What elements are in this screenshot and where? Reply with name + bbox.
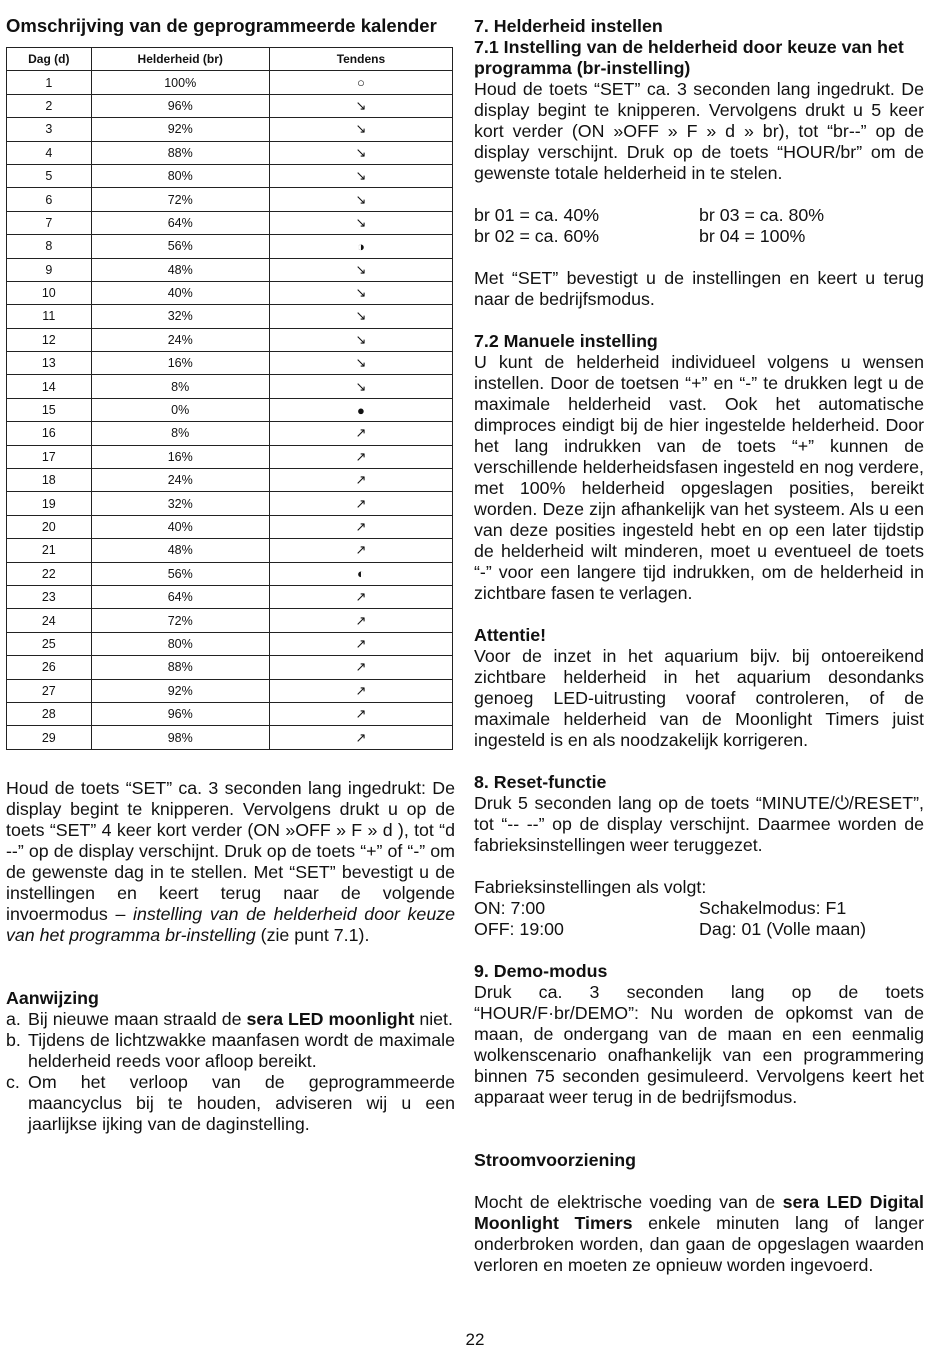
- cell-trend: ↘: [269, 118, 452, 141]
- cell-trend: ◑: [269, 235, 452, 258]
- right-column: [474, 16, 929, 1276]
- table-row: [7, 515, 453, 538]
- cell-brightness: 80%: [91, 164, 269, 187]
- cell-day: 10: [7, 281, 92, 304]
- br-01: br 01 = ca. 40%: [474, 205, 600, 225]
- cell-day: 20: [7, 515, 92, 538]
- section-7-heading: 7. Helderheid instellen: [474, 16, 663, 36]
- table-row: [7, 164, 453, 187]
- cell-day: 8: [7, 235, 92, 258]
- table-row: [7, 305, 453, 328]
- cell-day: 3: [7, 118, 92, 141]
- table-row: [7, 539, 453, 562]
- cell-trend: ↘: [269, 141, 452, 164]
- cell-brightness: 24%: [91, 328, 269, 351]
- day-setting-italic: instelling van de helderheid door keuze van het programma br-instelling: [6, 903, 460, 945]
- table-row: [7, 632, 453, 655]
- list-item: [6, 1009, 455, 1030]
- cell-day: 28: [7, 702, 92, 725]
- cell-brightness: 48%: [91, 258, 269, 281]
- day-setting-paragraph: [6, 777, 460, 946]
- cell-brightness: 72%: [91, 609, 269, 632]
- attention-heading: Attentie!: [474, 625, 547, 645]
- cell-day: 12: [7, 328, 92, 351]
- br-values-grid: [474, 205, 924, 226]
- table-row: [7, 141, 453, 164]
- table-row: [7, 562, 453, 585]
- header-brightness: Helderheid (br): [91, 48, 269, 71]
- table-row: [7, 492, 453, 515]
- note-marker: b.: [6, 1029, 21, 1050]
- cell-brightness: 16%: [91, 445, 269, 468]
- cell-brightness: 92%: [91, 118, 269, 141]
- table-row: [7, 422, 453, 445]
- cell-brightness: 64%: [91, 585, 269, 608]
- section-8-text: Druk 5 seconden lang op de toets “MINUTE/⏻/RESET”, tot “-- --” op de display verschijnt. Daarmee worden de fabrieksinstellingen weer teruggezet.: [474, 793, 929, 855]
- table-row: [7, 235, 453, 258]
- cell-day: 17: [7, 445, 92, 468]
- calendar-title: Omschrijving van de geprogrammeerde kalender: [6, 15, 437, 36]
- table-row: [7, 726, 453, 749]
- table-row: [7, 188, 453, 211]
- page-number: 22: [465, 1330, 485, 1349]
- cell-day: 24: [7, 609, 92, 632]
- note-text: Bij nieuwe maan straald de: [28, 1008, 247, 1029]
- table-row: [7, 375, 453, 398]
- power-text-start: Mocht de elektrische voeding van de: [474, 1192, 783, 1212]
- cell-trend: ↘: [269, 258, 452, 281]
- cell-brightness: 98%: [91, 726, 269, 749]
- attention-text: Voor de inzet in het aquarium bijv. bij ontoereikend zichtbare helderheid in het aquarium desondanks genoeg LED-uitrusting vooraf controleren, of de maximale helderheid van de Moonlight Timers juist ingesteld is en als noodzakelijk korrigeren.: [474, 646, 929, 750]
- section-8-heading: 8. Reset-functie: [474, 772, 607, 792]
- header-day: Dag (d): [7, 48, 92, 71]
- table-row: [7, 585, 453, 608]
- cell-trend: ↘: [269, 328, 452, 351]
- factory-on: ON: 7:00: [474, 898, 546, 918]
- cell-trend: ↘: [269, 281, 452, 304]
- day-setting-ref: (zie punt 7.1).: [255, 924, 370, 945]
- list-item: [6, 1071, 460, 1135]
- cell-trend: ↘: [269, 352, 452, 375]
- table-row: [7, 445, 453, 468]
- table-row: [7, 258, 453, 281]
- section-71-heading: 7.1 Instelling van de helderheid door keuze van het programma (br-instelling): [474, 37, 904, 78]
- factory-grid: [474, 919, 924, 940]
- header-trend: Tendens: [269, 48, 452, 71]
- cell-day: 19: [7, 492, 92, 515]
- section-9-text: Druk ca. 3 seconden lang op de toets “HOUR/F·br/DEMO”: Nu worden de opkomst van de maan, de ondergang van de maan en een eenmalig wolkenscenario onafhankelijk van een programmering binnen 75 seconden gesimuleerd. Vervolgens keert het apparaat weer terug in de bedrijfsmodus.: [474, 982, 929, 1107]
- cell-day: 13: [7, 352, 92, 375]
- table-row: [7, 211, 453, 234]
- cell-day: 14: [7, 375, 92, 398]
- cell-trend: ↗: [269, 422, 452, 445]
- factory-grid: [474, 898, 924, 919]
- cell-trend: ●: [269, 398, 452, 421]
- table-row: [7, 71, 453, 94]
- cell-day: 22: [7, 562, 92, 585]
- power-text-end: enkele minuten lang of langer onderbroken worden, dan gaan de opgeslagen waarden verloren en moeten ze opnieuw worden ingevoerd.: [474, 1213, 929, 1275]
- section-72-heading: 7.2 Manuele instelling: [474, 331, 658, 351]
- cell-trend: ↘: [269, 188, 452, 211]
- list-item: [6, 1029, 460, 1072]
- cell-trend: ○: [269, 71, 452, 94]
- table-row: [7, 679, 453, 702]
- cell-day: 23: [7, 585, 92, 608]
- cell-brightness: 56%: [91, 235, 269, 258]
- table-row: [7, 352, 453, 375]
- br-values-grid: [474, 226, 924, 247]
- cell-trend: ↗: [269, 469, 452, 492]
- table-row: [7, 702, 453, 725]
- calendar-table-body: [7, 71, 453, 749]
- cell-day: 6: [7, 188, 92, 211]
- cell-brightness: 8%: [91, 422, 269, 445]
- section-9-heading: 9. Demo-modus: [474, 961, 608, 981]
- note-text: Tijdens de lichtzwakke maanfasen wordt de maximale helderheid reeds voor afloop bereikt.: [28, 1029, 460, 1071]
- cell-brightness: 80%: [91, 632, 269, 655]
- cell-day: 27: [7, 679, 92, 702]
- cell-trend: ↘: [269, 305, 452, 328]
- note-list: [6, 1008, 460, 1135]
- factory-intro: Fabrieksinstellingen als volgt:: [474, 877, 707, 897]
- cell-brightness: 88%: [91, 656, 269, 679]
- cell-brightness: 40%: [91, 515, 269, 538]
- cell-day: 1: [7, 71, 92, 94]
- cell-brightness: 100%: [91, 71, 269, 94]
- note-text: Om het verloop van de geprogrammeerde maancyclus bij te houden, adviseren wij u een jaarlijkse ijking van de daginstelling.: [28, 1071, 460, 1134]
- cell-trend: ↗: [269, 702, 452, 725]
- note-heading: Aanwijzing: [6, 987, 99, 1008]
- note-bold: sera LED moonlight: [246, 1008, 415, 1029]
- factory-day: Dag: 01 (Volle maan): [699, 919, 867, 939]
- table-row: [7, 656, 453, 679]
- cell-day: 2: [7, 94, 92, 117]
- cell-trend: ↗: [269, 726, 452, 749]
- cell-trend: ↗: [269, 539, 452, 562]
- table-row: [7, 94, 453, 117]
- table-row: [7, 118, 453, 141]
- cell-trend: ↗: [269, 632, 452, 655]
- left-column: [6, 14, 460, 1135]
- note-marker: c.: [6, 1071, 20, 1092]
- cell-brightness: 92%: [91, 679, 269, 702]
- factory-off: OFF: 19:00: [474, 919, 564, 939]
- cell-day: 11: [7, 305, 92, 328]
- table-row: [7, 469, 453, 492]
- note-marker: a.: [6, 1008, 21, 1029]
- power-bold: sera LED Digital Moonlight Timers: [474, 1192, 929, 1233]
- cell-trend: ↘: [269, 211, 452, 234]
- power-heading: Stroomvoorziening: [474, 1150, 637, 1170]
- cell-day: 7: [7, 211, 92, 234]
- cell-brightness: 64%: [91, 211, 269, 234]
- cell-trend: ↘: [269, 164, 452, 187]
- cell-trend: ↗: [269, 492, 452, 515]
- cell-day: 29: [7, 726, 92, 749]
- cell-brightness: 88%: [91, 141, 269, 164]
- table-row: [7, 609, 453, 632]
- note-text-end: niet.: [414, 1008, 453, 1029]
- table-row: [7, 328, 453, 351]
- section-72-text: U kunt de helderheid individueel volgens u wensen instellen. Door de toetsen “+” en “-” te drukken legt u de maximale helderheid vast. Ook het automatische dimproces eindigt bij de hier ingestelde helderheid. Door het lang indrukken van de toets “+” kunnen de verschillende helderheidsfasen ingesteld en nog verdere, met 100% helderheid opgeslagen posities, bereikt worden. Deze zijn afhankelijk van het systeem. Als u een van deze posities ingesteld hebt en op een later tijdstip de helderheid wilt minderen, moet u eventueel de toets “-” voor een langere tijd indrukken, om de helderheid in zichtbare fasen te verlagen.: [474, 352, 929, 603]
- cell-brightness: 0%: [91, 398, 269, 421]
- cell-day: 18: [7, 469, 92, 492]
- table-row: [7, 281, 453, 304]
- cell-brightness: 72%: [91, 188, 269, 211]
- factory-mode: Schakelmodus: F1: [699, 898, 847, 918]
- cell-day: 15: [7, 398, 92, 421]
- br-04: br 04 = 100%: [699, 226, 806, 246]
- cell-brightness: 16%: [91, 352, 269, 375]
- cell-brightness: 40%: [91, 281, 269, 304]
- cell-brightness: 96%: [91, 94, 269, 117]
- br-03: br 03 = ca. 80%: [699, 205, 825, 225]
- cell-trend: ↘: [269, 375, 452, 398]
- power-text: [474, 1192, 929, 1276]
- cell-trend: ↗: [269, 515, 452, 538]
- cell-day: 9: [7, 258, 92, 281]
- cell-trend: ↗: [269, 656, 452, 679]
- cell-brightness: 96%: [91, 702, 269, 725]
- cell-day: 4: [7, 141, 92, 164]
- cell-trend: ◐: [269, 562, 452, 585]
- cell-trend: ↗: [269, 445, 452, 468]
- cell-brightness: 8%: [91, 375, 269, 398]
- calendar-table: [6, 47, 453, 750]
- section-71-text: Houd de toets “SET” ca. 3 seconden lang ingedrukt. De display begint te knipperen. Vervolgens drukt u 5 keer kort verder (ON »OFF » F » d » br), tot “br--” op de display verschijnt. Druk op de toets “HOUR/br” om de gewenste totale helderheid in te stelen.: [474, 79, 929, 183]
- br-02: br 02 = ca. 60%: [474, 226, 600, 246]
- table-header-row: [7, 48, 453, 71]
- day-setting-text: Houd de toets “SET” ca. 3 seconden lang ingedrukt: De display begint te knipperen. Vervolgens drukt u op de toets “SET” 4 keer kort verder (ON »OFF » F » d ), tot “d --” op de display verschijnt. Druk op de toets “+” of “-” om de gewenste dag in te stellen. Met “SET” bevestigt u de instellingen en keert terug naar de volgende invoermodus –: [6, 777, 460, 924]
- cell-day: 25: [7, 632, 92, 655]
- cell-day: 26: [7, 656, 92, 679]
- cell-trend: ↗: [269, 609, 452, 632]
- cell-day: 16: [7, 422, 92, 445]
- cell-brightness: 32%: [91, 492, 269, 515]
- cell-trend: ↘: [269, 94, 452, 117]
- cell-brightness: 48%: [91, 539, 269, 562]
- cell-trend: ↗: [269, 679, 452, 702]
- cell-day: 5: [7, 164, 92, 187]
- cell-trend: ↗: [269, 585, 452, 608]
- section-71-confirm: Met “SET” bevestigt u de instellingen en keert u terug naar de bedrijfsmodus.: [474, 268, 929, 309]
- cell-brightness: 32%: [91, 305, 269, 328]
- cell-brightness: 56%: [91, 562, 269, 585]
- cell-brightness: 24%: [91, 469, 269, 492]
- cell-day: 21: [7, 539, 92, 562]
- table-row: [7, 398, 453, 421]
